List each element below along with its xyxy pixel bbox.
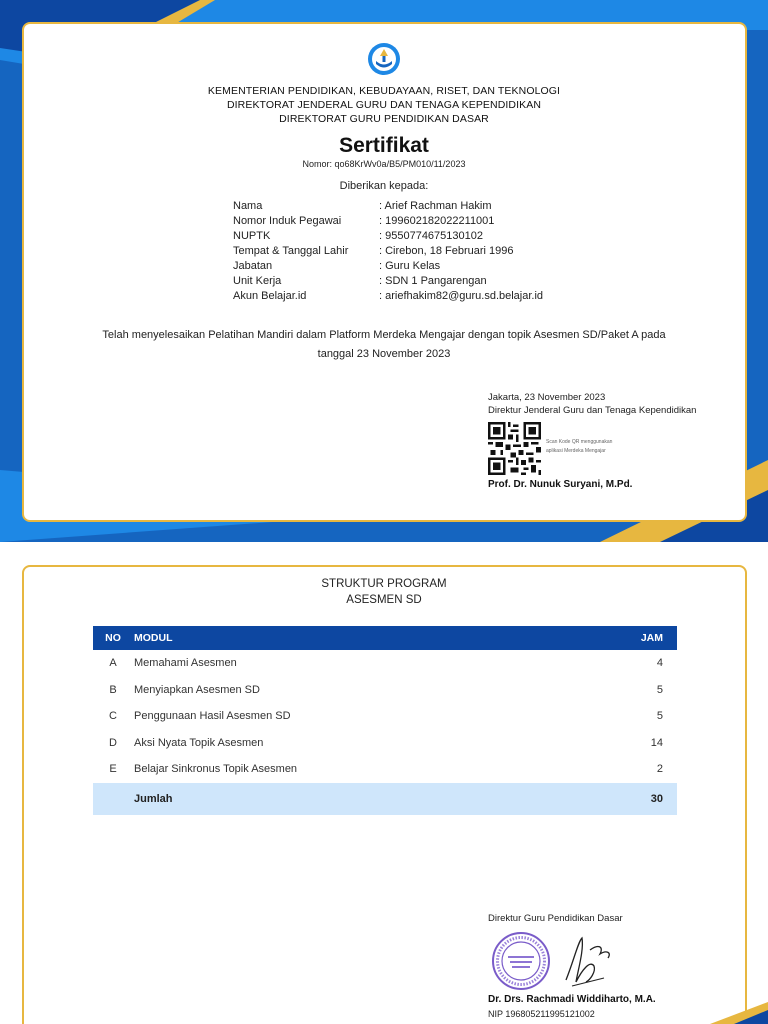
- info-label: Akun Belajar.id: [233, 290, 307, 302]
- row-hours: 5: [656, 683, 663, 696]
- tut-wuri-handayani-logo-icon: [367, 42, 401, 76]
- info-value: : SDN 1 Pangarengan: [379, 275, 487, 287]
- completion-statement: [70, 326, 698, 364]
- total-value: 30: [617, 783, 677, 815]
- info-value: : 199602182022211001: [379, 215, 495, 227]
- row-no: C: [109, 710, 117, 723]
- qr-instruction-line-1: Scan Kode QR menggunakan: [546, 439, 613, 445]
- program-structure-page: [0, 542, 768, 1024]
- row-module: Menyiapkan Asesmen SD: [134, 683, 260, 696]
- info-value: : Guru Kelas: [379, 260, 441, 272]
- info-row-birth: [233, 244, 543, 259]
- table-row: [93, 703, 677, 730]
- certificate-title: Sertifikat: [339, 134, 429, 157]
- table-header-row: [93, 626, 677, 650]
- row-hours: 5: [656, 710, 663, 723]
- signature-icon: [560, 930, 620, 992]
- table-row: [93, 650, 677, 677]
- place-date: Jakarta, 23 November 2023: [488, 392, 606, 403]
- info-label: Nomor Induk Pegawai: [233, 215, 342, 227]
- directorate-line: DIREKTORAT GURU PENDIDIKAN DASAR: [279, 113, 489, 125]
- info-label: Jabatan: [233, 260, 273, 272]
- header-module: MODUL: [133, 626, 617, 650]
- info-label: Nama: [233, 200, 263, 212]
- signer-nip: NIP 196805211995121002: [488, 1009, 595, 1019]
- corner-decoration: [710, 1002, 768, 1024]
- info-row-nip: [233, 214, 543, 229]
- given-to-label: Diberikan kepada:: [339, 180, 429, 192]
- signer-role: Direktur Jenderal Guru dan Tenaga Kependidikan: [488, 405, 697, 416]
- row-module: Memahami Asesmen: [134, 657, 237, 670]
- row-module: Belajar Sinkronus Topik Asesmen: [134, 763, 298, 776]
- qr-instruction-line-2: aplikasi Merdeka Mengajar: [546, 448, 606, 454]
- ministry-line: KEMENTERIAN PENDIDIKAN, KEBUDAYAAN, RISET, DAN TEKNOLOGI: [207, 85, 561, 97]
- program-title-line-2: ASESMEN SD: [346, 594, 422, 606]
- info-value: : Cirebon, 18 Februari 1996: [379, 245, 514, 257]
- row-no: B: [109, 683, 117, 696]
- program-title-line-1: STRUKTUR PROGRAM: [321, 578, 447, 590]
- program-title: [0, 576, 768, 608]
- info-row-nuptk: [233, 229, 543, 244]
- directorate-general-line: DIREKTORAT JENDERAL GURU DAN TENAGA KEPENDIDIKAN: [226, 99, 542, 111]
- row-no: A: [109, 657, 117, 670]
- total-row: [93, 783, 677, 815]
- info-label: Unit Kerja: [233, 275, 282, 287]
- info-value: : Arief Rachman Hakim: [379, 200, 492, 212]
- signer-name: Dr. Drs. Rachmadi Widdiharto, M.A.: [488, 994, 656, 1005]
- info-label: NUPTK: [233, 230, 271, 242]
- row-no: D: [109, 736, 117, 749]
- ministry-header: [0, 84, 768, 126]
- total-empty-cell: [93, 783, 133, 815]
- qr-instruction: [546, 438, 636, 456]
- info-value: : ariefhakim82@guru.sd.belajar.id: [379, 290, 544, 302]
- row-module: Aksi Nyata Topik Asesmen: [134, 736, 264, 749]
- table-row: [93, 730, 677, 757]
- info-row-position: [233, 259, 543, 274]
- certificate-number: Nomor: qo68KrWv0a/B5/PM010/11/2023: [302, 159, 466, 169]
- header-no: NO: [93, 626, 133, 650]
- info-row-name: [233, 199, 543, 214]
- row-module: Penggunaan Hasil Asesmen SD: [134, 710, 291, 723]
- info-row-unit: [233, 274, 543, 289]
- total-label: Jumlah: [133, 783, 617, 815]
- table-row: [93, 677, 677, 704]
- header-hours: JAM: [617, 626, 677, 650]
- recipient-info: [233, 199, 543, 304]
- info-value: : 9550774675130102: [379, 230, 483, 242]
- row-hours: 14: [650, 736, 663, 749]
- table-row: [93, 756, 677, 783]
- qr-code-icon: [488, 422, 541, 475]
- completion-line-2: tanggal 23 November 2023: [317, 348, 451, 360]
- completion-line-1: Telah menyelesaikan Pelatihan Mandiri dalam Platform Merdeka Mengajar dengan topik Asesmen SD/Paket A pada: [102, 329, 666, 341]
- signer-name: Prof. Dr. Nunuk Suryani, M.Pd.: [488, 479, 633, 490]
- row-hours: 4: [656, 657, 663, 670]
- official-stamp-icon: [488, 930, 558, 992]
- row-hours: 2: [656, 763, 663, 776]
- module-table: [93, 626, 677, 815]
- row-no: E: [109, 763, 117, 776]
- info-row-account: [233, 289, 543, 304]
- info-label: Tempat & Tanggal Lahir: [233, 245, 349, 257]
- signer-role: Direktur Guru Pendidikan Dasar: [488, 913, 623, 924]
- signature-block-header: [488, 391, 696, 417]
